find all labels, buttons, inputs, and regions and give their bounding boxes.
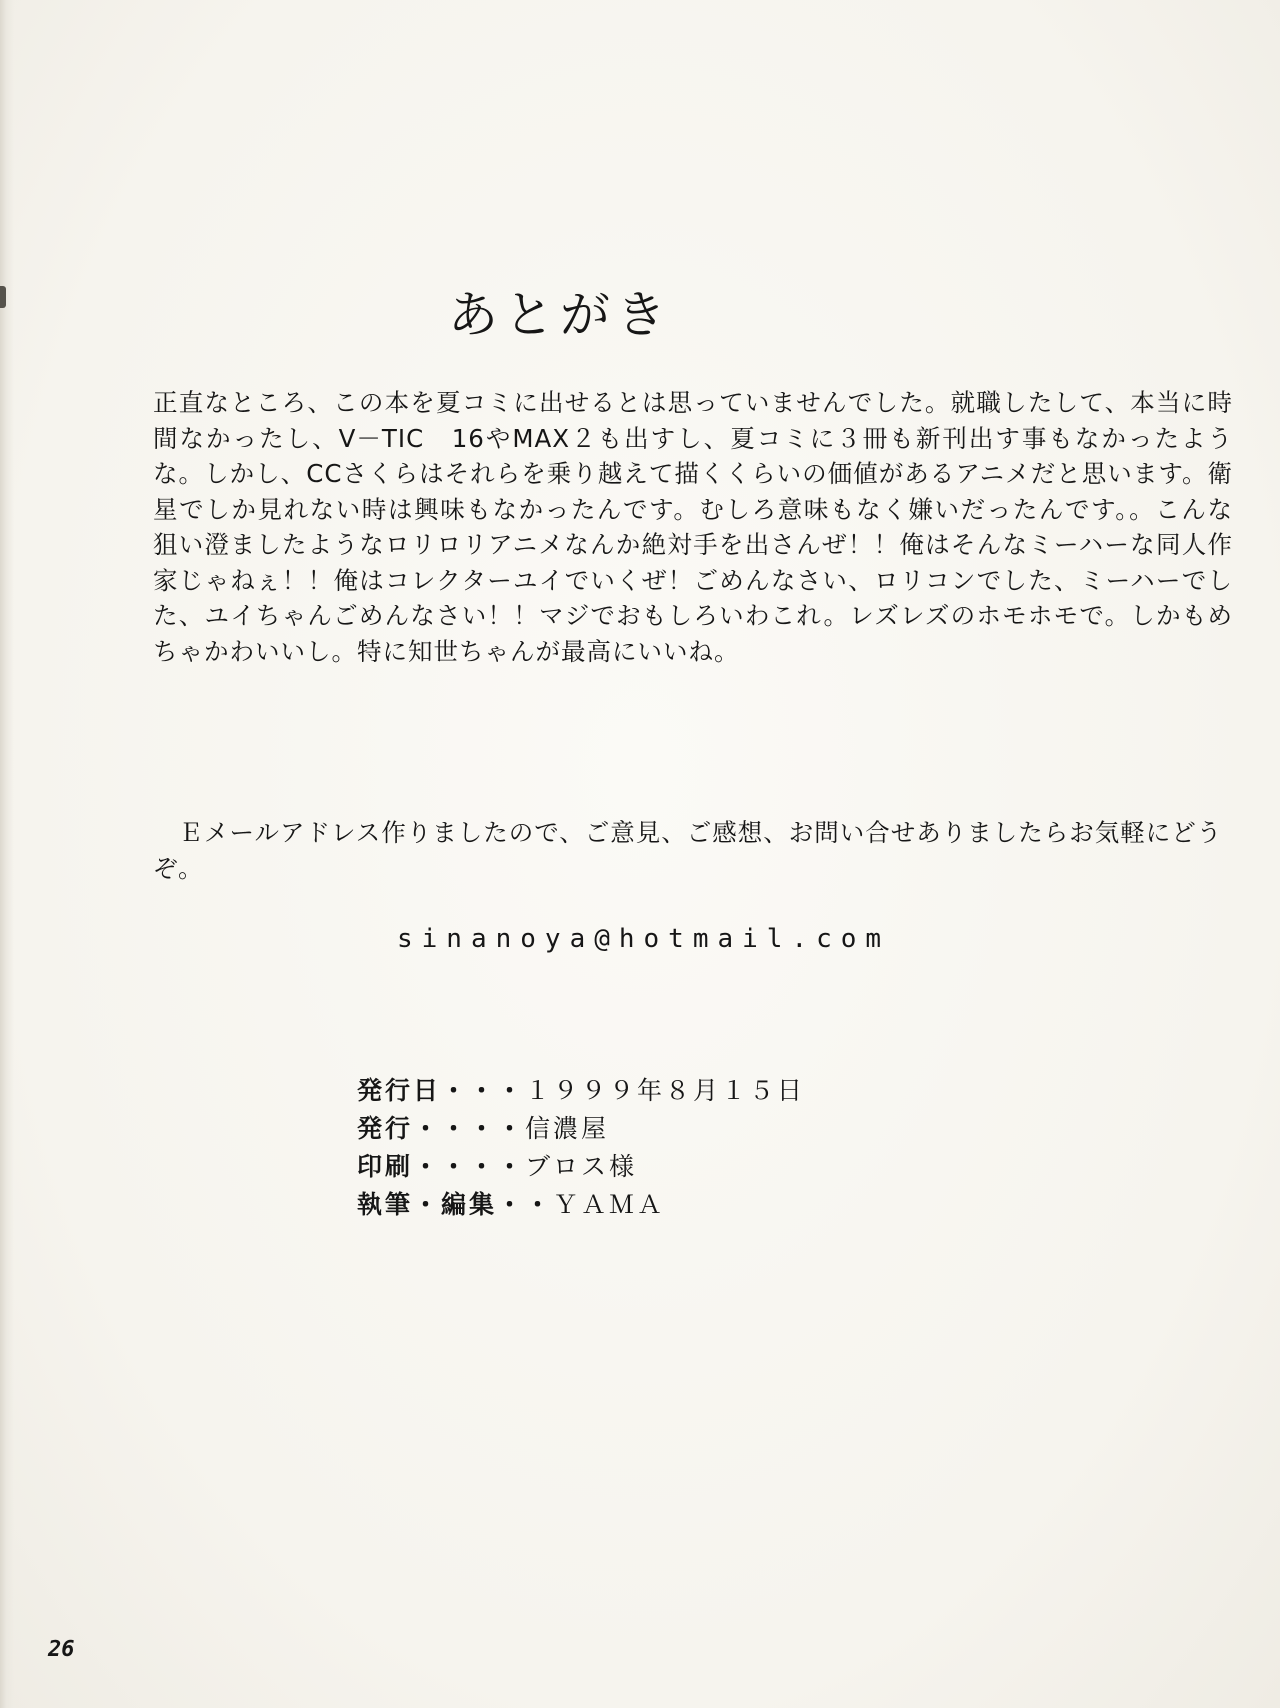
colophon-row-author-editor [357, 1186, 805, 1224]
afterword-paragraph: 正直なところ、この本を夏コミに出せるとは思っていませんでした。就職したして、本当に時間なかったし、V－TIC 16やMAX２も出すし、夏コミに３冊も新刊出す事もなかったような。しかし、CCさくらはそれらを乗り越えて描くくらいの価値があるアニメだと思います。衛星でしか見れない時は興味もなかったんです。むしろ意味もなく嫌いだったんです。。こんな狙い澄ましたようなロリロリアニメなんか絶対手を出さんぜ！！俺はそんなミーハーな同人作家じゃねぇ！！俺はコレクターユイでいくぜ！ごめんなさい、ロリコンでした、ミーハーでした、ユイちゃんごめんなさい！！マジでおもしろいわこれ。レズレズのホモホモで。しかもめちゃかわいいし。特に知世ちゃんが最高にいいね。 [153, 388, 1233, 666]
colophon-value: 信濃屋 [525, 1114, 610, 1143]
colophon-label: 発行 [357, 1114, 414, 1143]
page-number: 26 [48, 1637, 75, 1662]
colophon-label: 発行日 [357, 1076, 442, 1105]
colophon-row-publisher [357, 1110, 805, 1148]
page-left-edge [0, 0, 14, 1708]
colophon [357, 1072, 805, 1224]
page-title: あとがき [448, 286, 672, 344]
colophon-value: １９９９年８月１５日 [525, 1076, 806, 1105]
colophon-value: ブロス様 [525, 1152, 638, 1181]
email-notice-paragraph: Ｅメールアドレス作りましたので、ご意見、ご感想、お問い合せありましたらお気軽にどうぞ。 [153, 818, 1223, 883]
contact-email[interactable]: sinanoya@hotmail.com [397, 924, 891, 954]
colophon-dots: ・・ [497, 1190, 554, 1219]
colophon-dots: ・・・・ [413, 1114, 526, 1143]
colophon-label: 印刷 [357, 1152, 414, 1181]
colophon-value: ＹＡＭＡ [553, 1190, 666, 1219]
colophon-label: 執筆・編集 [357, 1190, 498, 1219]
colophon-row-printer [357, 1148, 805, 1186]
colophon-dots: ・・・ [441, 1076, 526, 1105]
colophon-row-publish-date [357, 1072, 805, 1110]
colophon-dots: ・・・・ [413, 1152, 526, 1181]
